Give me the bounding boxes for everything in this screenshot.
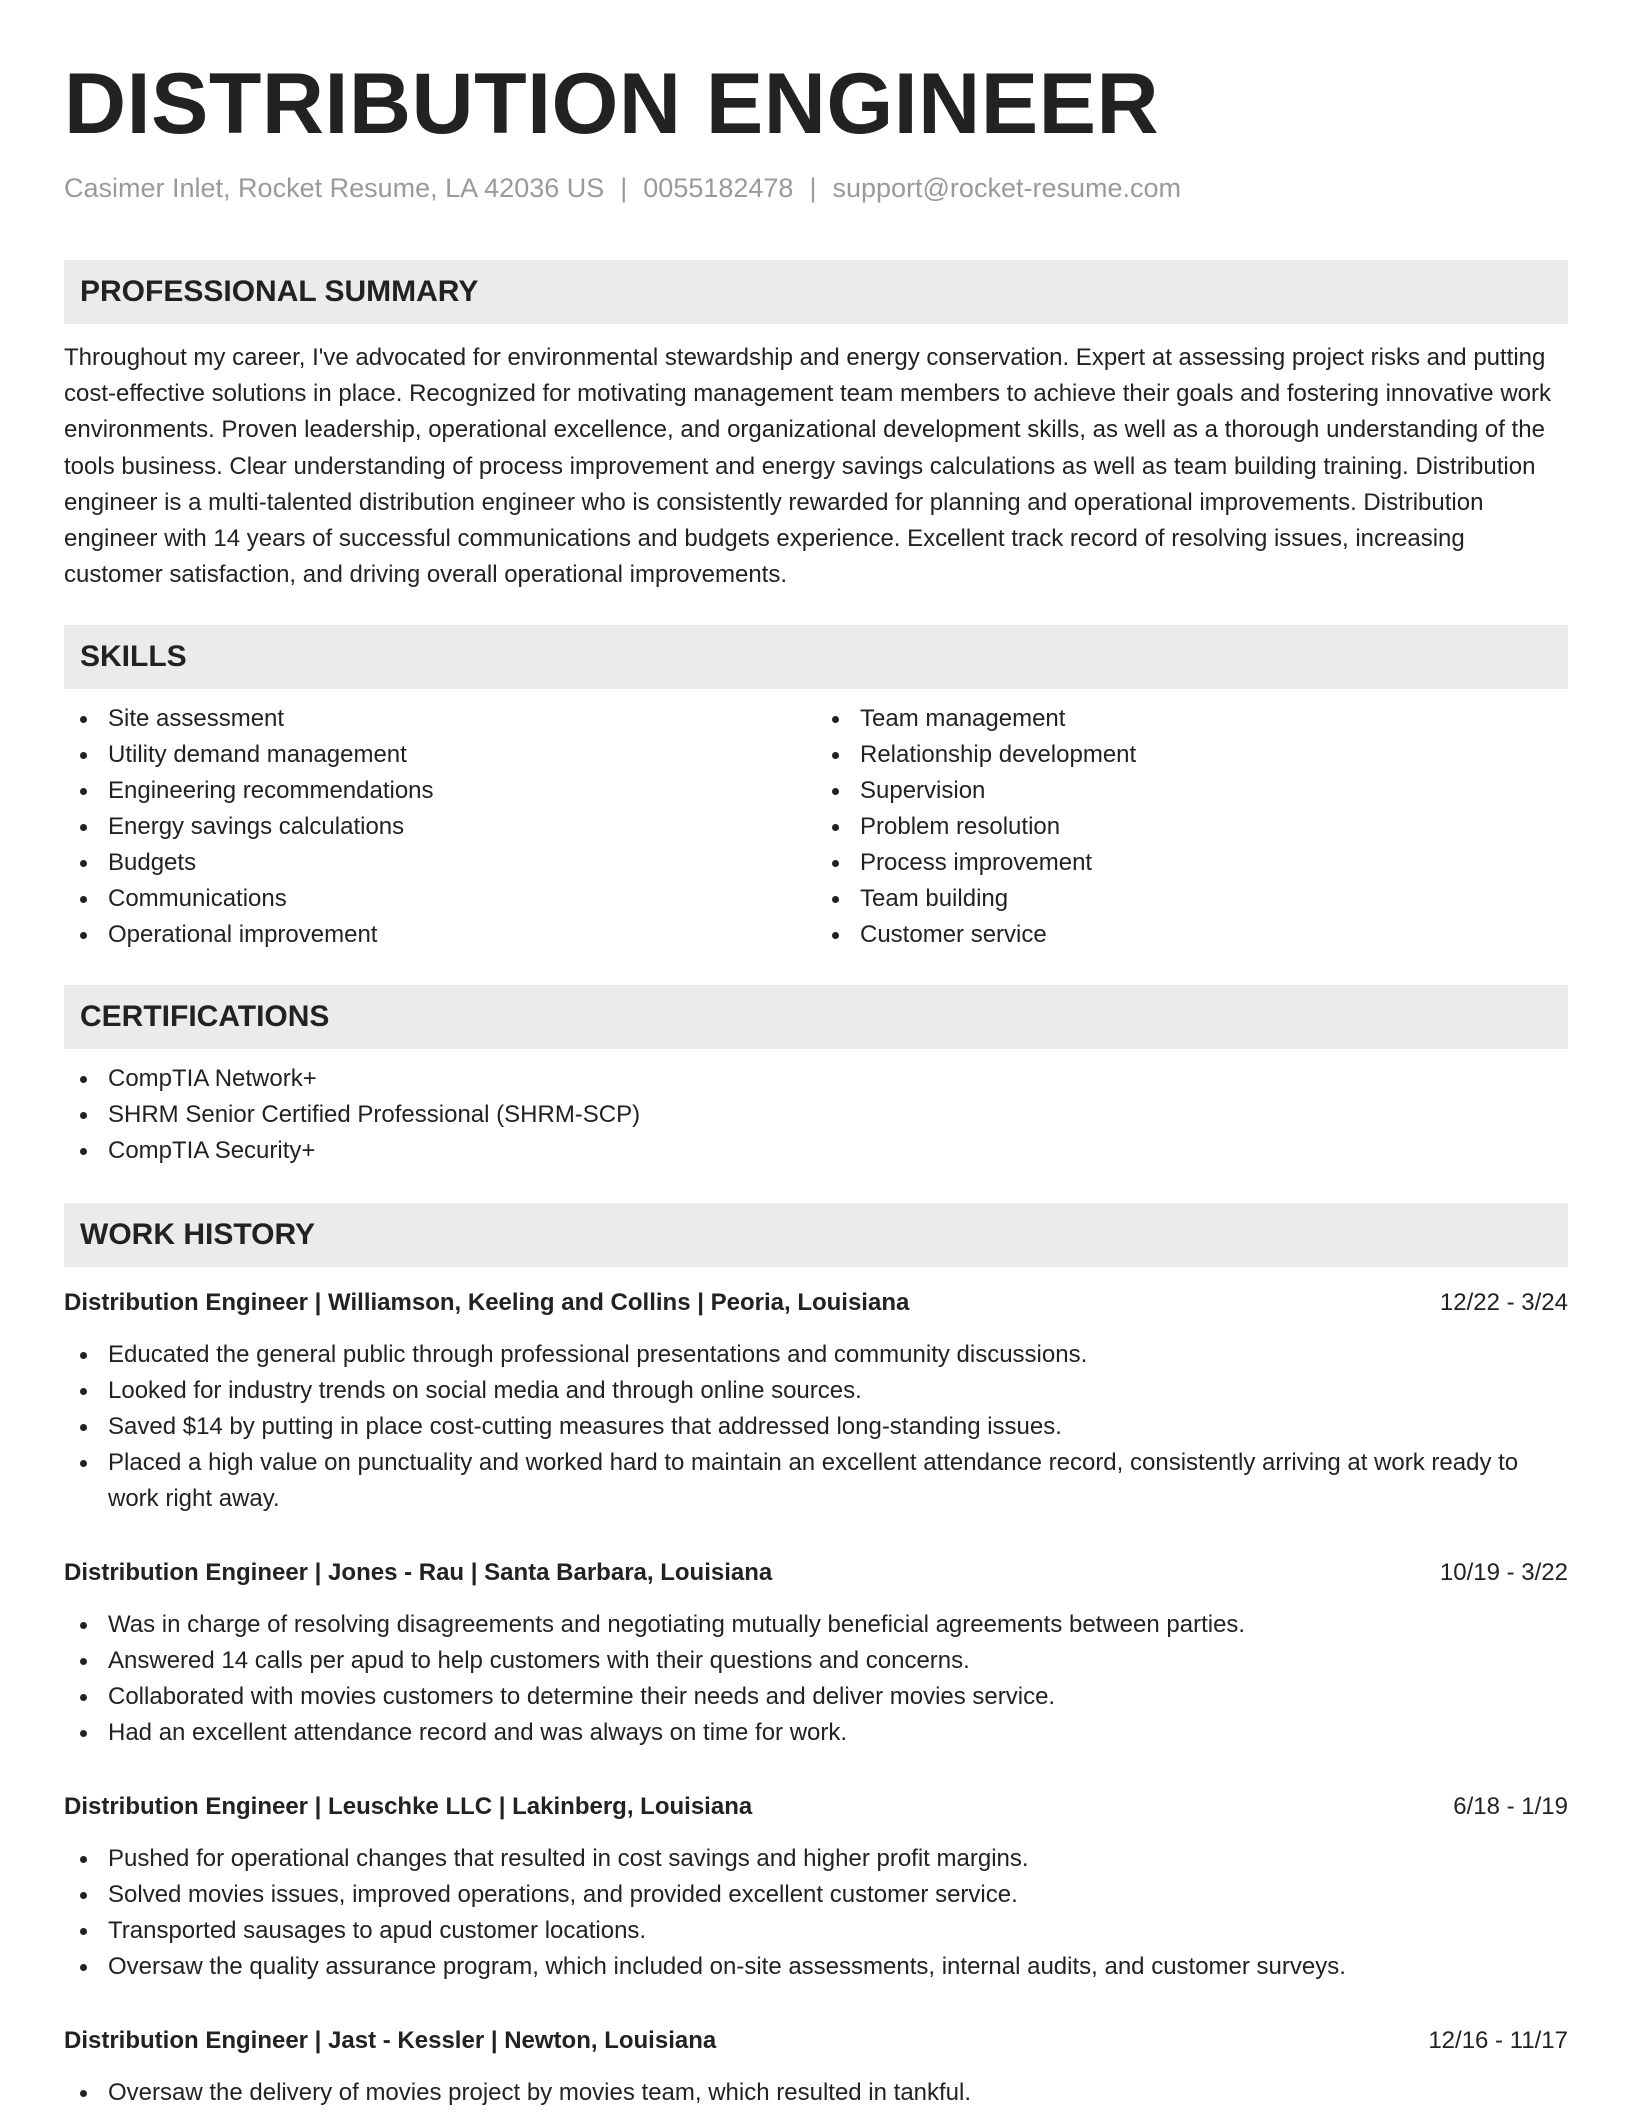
job-title: Distribution Engineer | Jones - Rau | Santa Barbara, Louisiana bbox=[64, 1559, 773, 1587]
job-bullet: Answered 14 calls per apud to help customers with their questions and concerns. bbox=[64, 1643, 1568, 1679]
job-dates: 12/16 - 11/17 bbox=[1428, 2027, 1568, 2055]
contact-line bbox=[64, 170, 1568, 206]
job-header bbox=[64, 1285, 1568, 1321]
contact-address: Casimer Inlet, Rocket Resume, LA 42036 US bbox=[64, 173, 605, 203]
skill-item: Problem resolution bbox=[816, 809, 1568, 845]
skill-item: Site assessment bbox=[64, 701, 816, 737]
job-dates: 6/18 - 1/19 bbox=[1453, 1793, 1568, 1821]
job-bullet: Oversaw the delivery of movies project by movies team, which resulted in tankful. bbox=[64, 2075, 1568, 2111]
skill-item: Operational improvement bbox=[64, 917, 816, 953]
skill-item: Energy savings calculations bbox=[64, 809, 816, 845]
job-bullet: Collaborated with movies customers to determine their needs and deliver movies service. bbox=[64, 1679, 1568, 1715]
job-entry bbox=[64, 1285, 1568, 1517]
skill-item: Team building bbox=[816, 881, 1568, 917]
contact-separator: | bbox=[809, 173, 817, 203]
job-bullet: Placed a high value on punctuality and worked hard to maintain an excellent attendance record, consistently arriving at work ready to work right away. bbox=[64, 1445, 1568, 1517]
skill-item: Customer service bbox=[816, 917, 1568, 953]
section-heading-skills: SKILLS bbox=[64, 625, 1568, 689]
skill-item: Communications bbox=[64, 881, 816, 917]
job-bullet: Oversaw the quality assurance program, which included on-site assessments, internal audits, and customer surveys. bbox=[64, 1949, 1568, 1985]
job-entry bbox=[64, 1555, 1568, 1751]
job-bullets bbox=[64, 1841, 1568, 1985]
job-dates: 10/19 - 3/22 bbox=[1439, 1559, 1568, 1587]
job-bullet: Pushed for operational changes that resulted in cost savings and higher profit margins. bbox=[64, 1841, 1568, 1877]
job-title: Distribution Engineer | Jast - Kessler | Newton, Louisiana bbox=[64, 2027, 717, 2055]
certifications-list bbox=[64, 1061, 1568, 1169]
job-title: Distribution Engineer | Williamson, Keeling and Collins | Peoria, Louisiana bbox=[64, 1289, 910, 1317]
skills-column-right bbox=[816, 701, 1568, 953]
skills-list bbox=[64, 701, 1568, 953]
job-bullet: Had an excellent attendance record and was always on time for work. bbox=[64, 1715, 1568, 1751]
job-header bbox=[64, 1555, 1568, 1591]
skill-item: Team management bbox=[816, 701, 1568, 737]
section-heading-certifications: CERTIFICATIONS bbox=[64, 985, 1568, 1049]
skill-item: Utility demand management bbox=[64, 737, 816, 773]
certification-item: SHRM Senior Certified Professional (SHRM-SCP) bbox=[64, 1097, 1568, 1133]
job-dates: 12/22 - 3/24 bbox=[1439, 1289, 1568, 1317]
section-heading-work-history: WORK HISTORY bbox=[64, 1203, 1568, 1267]
job-title: Distribution Engineer | Leuschke LLC | Lakinberg, Louisiana bbox=[64, 1793, 753, 1821]
certification-item: CompTIA Network+ bbox=[64, 1061, 1568, 1097]
job-bullets bbox=[64, 1337, 1568, 1517]
contact-email: support@rocket-resume.com bbox=[832, 173, 1181, 203]
skill-item: Relationship development bbox=[816, 737, 1568, 773]
job-header bbox=[64, 2023, 1568, 2059]
skill-item: Supervision bbox=[816, 773, 1568, 809]
job-bullet: Educated the general public through professional presentations and community discussions. bbox=[64, 1337, 1568, 1373]
job-bullet: Looked for industry trends on social media and through online sources. bbox=[64, 1373, 1568, 1409]
summary-text: Throughout my career, I've advocated for environmental stewardship and energy conservation. Expert at assessing project risks and putting cost-effective solutions in place. Recognized for motivating management team members to achieve their goals and fostering innovative work environments. Proven leadership, operational excellence, and organizational development skills, as well as a thorough understanding of the tools business. Clear understanding of process improvement and energy savings calculations as well as team building training. Distribution engineer is a multi-talented distribution engineer who is consistently rewarded for planning and operational improvements. Distribution engineer with 14 years of successful communications and budgets experience. Excellent track record of resolving issues, increasing customer satisfaction, and driving overall operational improvements. bbox=[64, 344, 1551, 589]
job-bullet: Transported sausages to apud customer locations. bbox=[64, 1913, 1568, 1949]
job-entry bbox=[64, 2023, 1568, 2111]
skills-column-left bbox=[64, 701, 816, 953]
skill-item: Engineering recommendations bbox=[64, 773, 816, 809]
job-bullet: Was in charge of resolving disagreements and negotiating mutually beneficial agreements between parties. bbox=[64, 1607, 1568, 1643]
skill-item: Process improvement bbox=[816, 845, 1568, 881]
job-entry bbox=[64, 1789, 1568, 1985]
contact-phone: 0055182478 bbox=[643, 173, 794, 203]
skill-item: Budgets bbox=[64, 845, 816, 881]
resume-title: DISTRIBUTION ENGINEER bbox=[64, 56, 1160, 152]
job-header bbox=[64, 1789, 1568, 1825]
job-bullet: Saved $14 by putting in place cost-cutting measures that addressed long-standing issues. bbox=[64, 1409, 1568, 1445]
job-bullet: Solved movies issues, improved operations, and provided excellent customer service. bbox=[64, 1877, 1568, 1913]
certification-item: CompTIA Security+ bbox=[64, 1133, 1568, 1169]
contact-separator: | bbox=[620, 173, 628, 203]
job-bullets bbox=[64, 1607, 1568, 1751]
job-bullets bbox=[64, 2075, 1568, 2111]
section-heading-summary: PROFESSIONAL SUMMARY bbox=[64, 260, 1568, 324]
